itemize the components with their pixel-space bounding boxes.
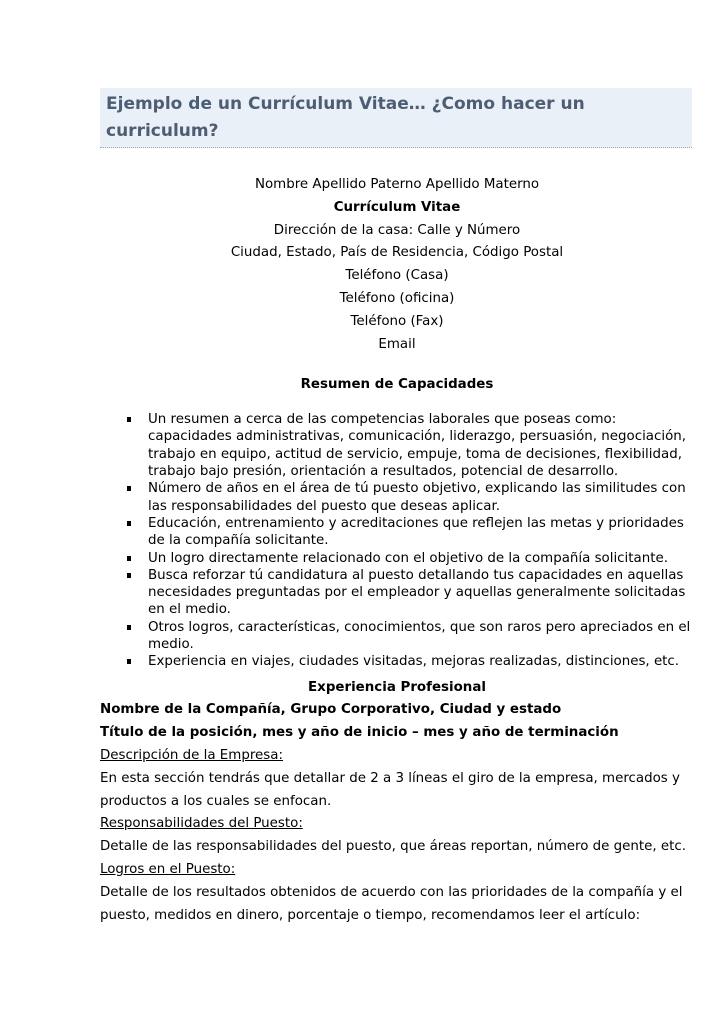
bullet-icon [127, 659, 131, 664]
phone-office: Teléfono (oficina) [339, 290, 455, 306]
experience-title: Experiencia Profesional [308, 679, 486, 695]
list-item: Busca reforzar tú candidatura al puesto detallando tus capacidades en aquellas necesidades preguntadas por el empleador y aquellas generalmente solicitadas en el medio. [100, 567, 694, 619]
company-line: Nombre de la Compañía, Grupo Corporativo, Ciudad y estado [100, 702, 562, 718]
bullet-icon [127, 556, 131, 561]
company-description-label: Descripción de la Empresa: [100, 748, 283, 764]
bullet-icon [127, 417, 131, 422]
responsibilities-text: Detalle de las responsabilidades del puesto, que áreas reportan, número de gente, etc. [100, 839, 687, 855]
contact-block [100, 174, 694, 356]
list-item: Experiencia en viajes, ciudades visitadas, mejoras realizadas, distinciones, etc. [100, 653, 694, 670]
bullet-icon [127, 486, 131, 491]
bullet-icon [127, 573, 131, 578]
document-title: Currículum Vitae [333, 199, 461, 215]
position-line: Título de la posición, mes y año de inicio – mes y año de terminación [100, 725, 619, 741]
summary-title: Resumen de Capacidades [300, 377, 494, 393]
list-item: Educación, entrenamiento y acreditaciones que reflejen las metas y prioridades de la compañía solicitante. [100, 515, 694, 550]
responsibilities-label: Responsabilidades del Puesto: [100, 816, 303, 832]
list-item: Otros logros, características, conocimientos, que son raros pero apreciados en el medio. [100, 619, 694, 654]
bullet-icon [127, 521, 131, 526]
achievements-label: Logros en el Puesto: [100, 862, 236, 877]
achievements-text: Detalle de los resultados obtenidos de acuerdo con las prioridades de la compañía y el puesto, medidos en dinero, porcentaje o tiempo, recomendamos leer el artículo: [100, 884, 683, 923]
company-description-text: En esta sección tendrás que detallar de 2 a 3 líneas el giro de la empresa, mercados y productos a los cuales se enfocan. [100, 770, 680, 809]
page-title: Ejemplo de un Currículum Vitae… ¿Como hacer un curriculum? [106, 94, 585, 141]
summary-list [100, 411, 694, 670]
home-address: Dirección de la casa: Calle y Número [273, 222, 521, 238]
cv-document [100, 174, 694, 927]
phone-home: Teléfono (Casa) [345, 268, 449, 284]
list-item: Número de años en el área de tú puesto objetivo, explicando las similitudes con las responsabilidades del puesto que deseas aplicar. [100, 480, 694, 515]
city-line: Ciudad, Estado, País de Residencia, Código Postal [230, 245, 564, 261]
bullet-icon [127, 625, 131, 630]
phone-fax: Teléfono (Fax) [350, 313, 444, 329]
email: Email [378, 336, 416, 352]
page-heading-banner [100, 88, 692, 148]
list-item: Un logro directamente relacionado con el objetivo de la compañía solicitante. [100, 550, 694, 567]
full-name: Nombre Apellido Paterno Apellido Materno [254, 177, 540, 192]
list-item: Un resumen a cerca de las competencias laborales que poseas como: capacidades administrativas, comunicación, liderazgo, persuasión, negociación, trabajo en equipo, actitud de servicio, empuje, toma de decisiones, flexibilidad, trabajo bajo presión, orientación a resultados, potencial de desarrollo. [100, 411, 694, 480]
